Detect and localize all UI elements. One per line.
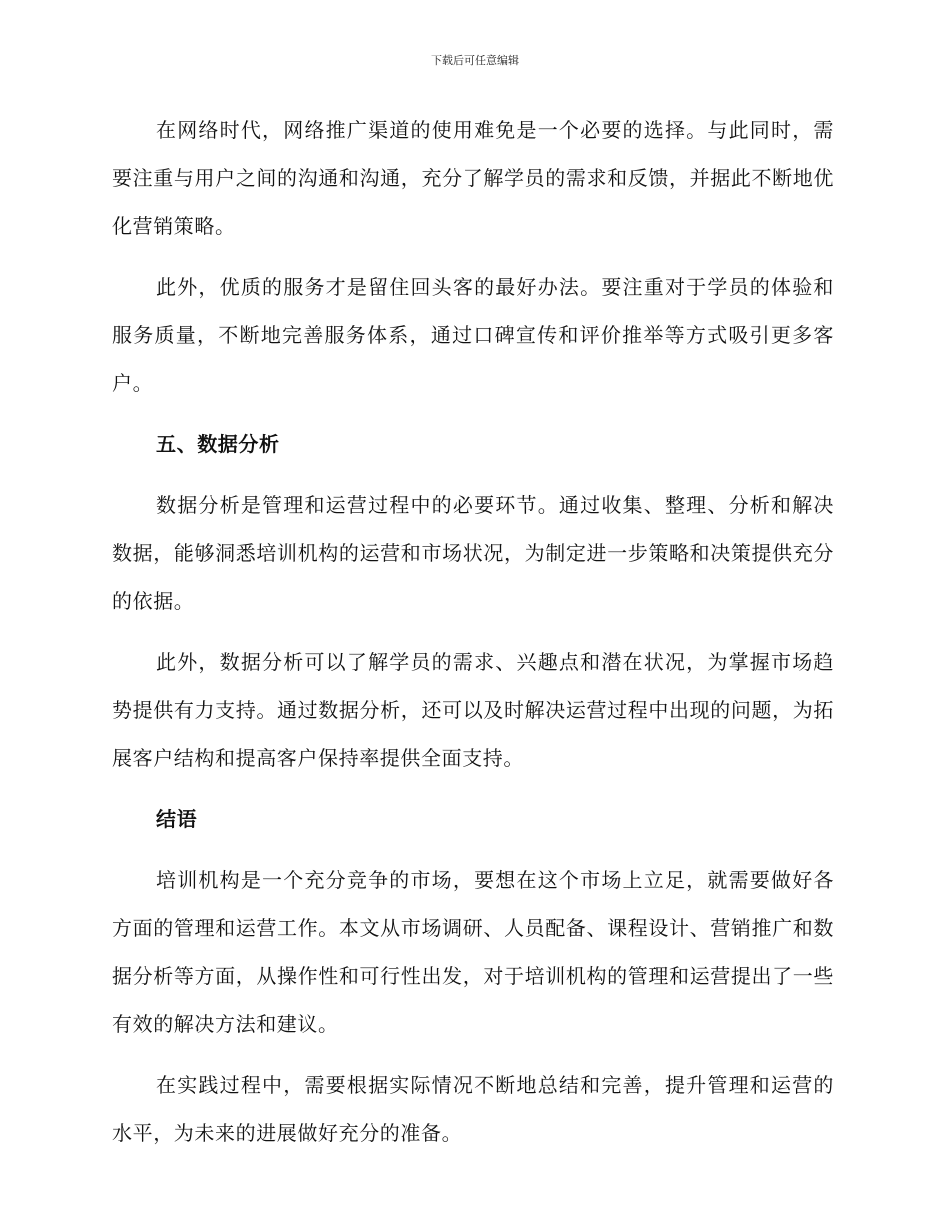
paragraph-data-analysis-benefits: 此外，数据分析可以了解学员的需求、兴趣点和潜在状况，为掌握市场趋势提供有力支持。通过数据分析，还可以及时解决运营过程中出现的问题，为拓展客户结构和提高客户保持率提供全面支持。 [112,650,834,770]
document-body [112,106,834,1170]
paragraph-conclusion-practice: 在实践过程中，需要根据实际情况不断地总结和完善，提升管理和运营的水平，为未来的进展做好充分的准备。 [112,1073,834,1145]
paragraph-conclusion-summary: 培训机构是一个充分竞争的市场，要想在这个市场上立足，就需要做好各方面的管理和运营工作。本文从市场调研、人员配备、课程设计、营销推广和数据分析等方面，从操作性和可行性出发，对于培训机构的管理和运营提出了一些有效的解决方法和建议。 [112,868,834,1036]
paragraph-data-analysis-importance: 数据分析是管理和运营过程中的必要环节。通过收集、整理、分析和解决数据，能够洞悉培训机构的运营和市场状况，为制定进一步策略和决策提供充分的依据。 [112,493,834,613]
page-header: 下载后可任意编辑 [431,54,519,67]
paragraph-online-promotion: 在网络时代，网络推广渠道的使用难免是一个必要的选择。与此同时，需要注重与用户之间的沟通和沟通，充分了解学员的需求和反馈，并据此不断地优化营销策略。 [112,118,834,238]
paragraph-quality-service: 此外，优质的服务才是留住回头客的最好办法。要注重对于学员的体验和服务质量，不断地完善服务体系，通过口碑宣传和评价推举等方式吸引更多客户。 [112,275,834,395]
section-heading-data-analysis: 五、数据分析 [156,432,280,456]
section-heading-conclusion: 结语 [156,807,198,831]
